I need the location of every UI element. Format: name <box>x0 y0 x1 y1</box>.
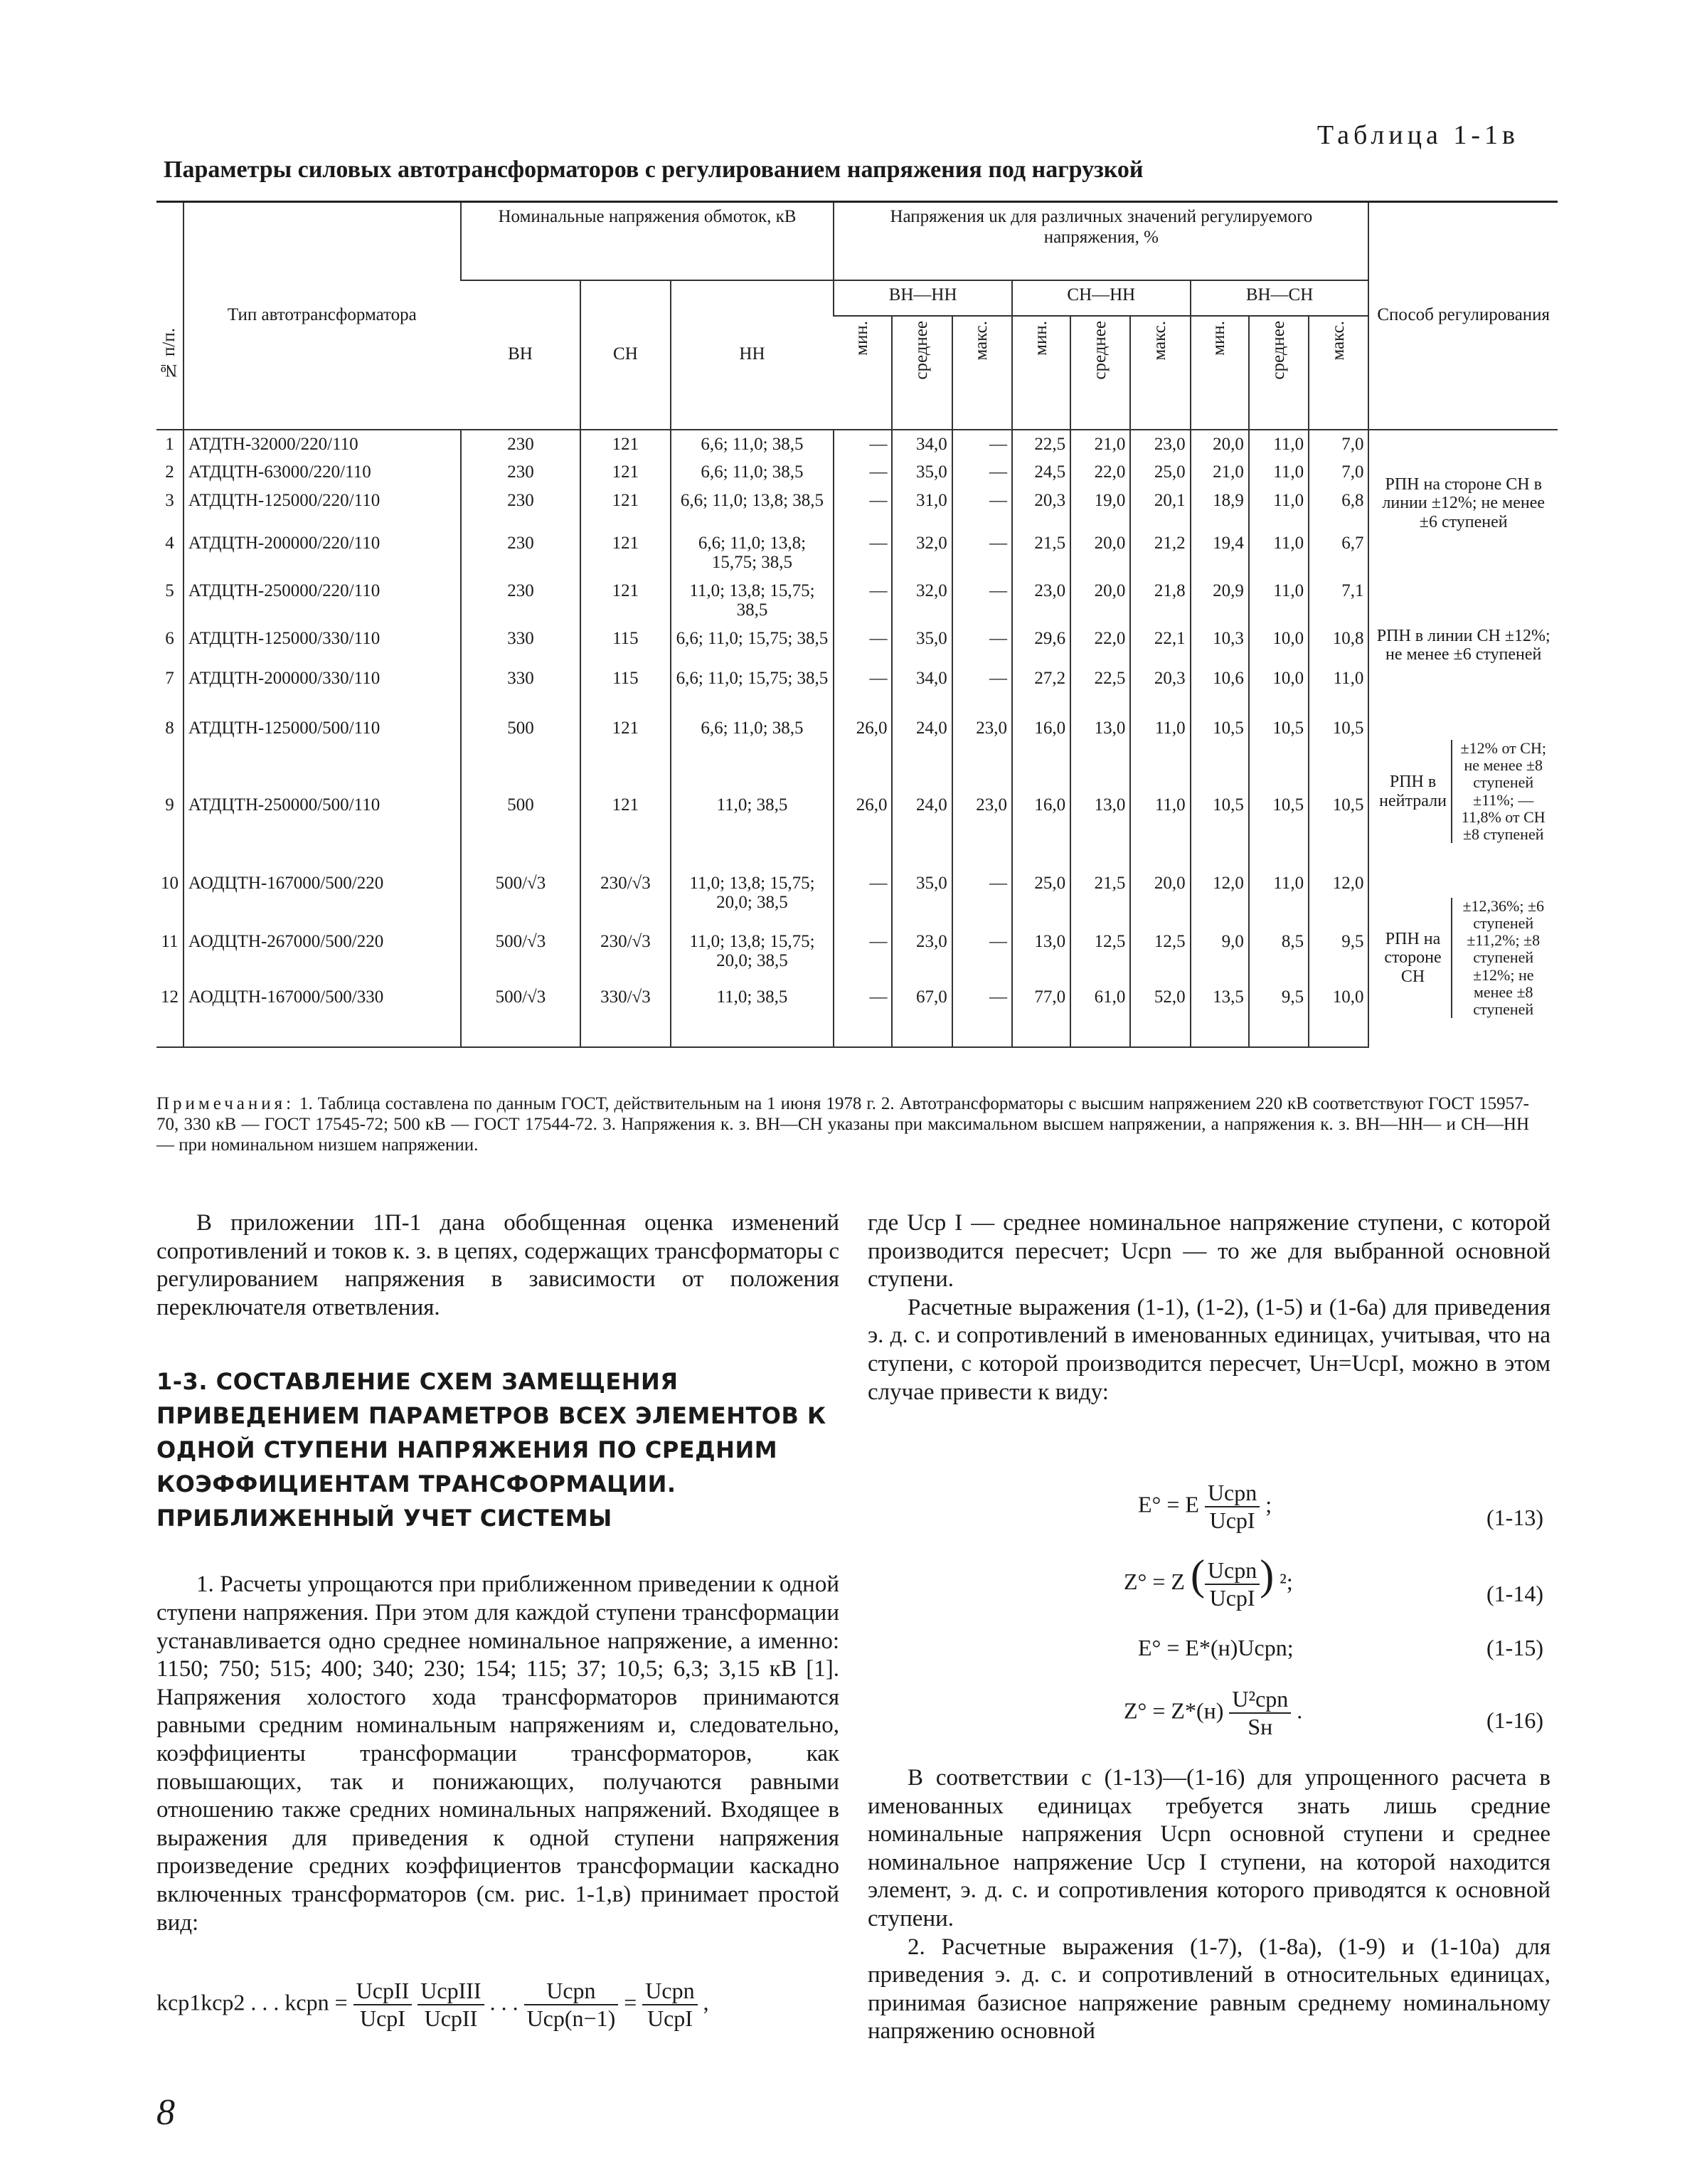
left-column <box>156 1209 839 1937</box>
cell-a3: — <box>952 487 1012 529</box>
header-avg: среднее <box>1070 316 1130 430</box>
cell-b3: 22,1 <box>1130 625 1190 664</box>
cell-a2: 35,0 <box>892 869 952 928</box>
table-row <box>156 529 1558 577</box>
cell-vn: 500/√3 <box>461 983 581 1047</box>
table-row <box>156 577 1558 625</box>
method-text: ±12,36%; ±6 ступеней ±11,2%; ±8 ступеней ±12%; не менее ±8 ступеней <box>1451 898 1552 1018</box>
cell-c1: 9,0 <box>1191 928 1249 983</box>
cell-b3: 12,5 <box>1130 928 1190 983</box>
cell-c1: 20,9 <box>1191 577 1249 625</box>
cell-c2: 11,0 <box>1249 458 1309 487</box>
cell-a3: — <box>952 529 1012 577</box>
cell-a3: — <box>952 430 1012 459</box>
cell-n: 10 <box>161 873 179 893</box>
cell-c1: 12,0 <box>1191 869 1249 928</box>
equation-number: (1-13) <box>1486 1505 1543 1530</box>
cell-nn: 11,0; 38,5 <box>671 791 834 869</box>
cell-a1: — <box>834 529 892 577</box>
cell-b2: 61,0 <box>1070 983 1130 1047</box>
cell-b3: 52,0 <box>1130 983 1190 1047</box>
cell-c1: 13,5 <box>1191 983 1249 1047</box>
cell-type: АТДЦТН-200000/220/110 <box>183 529 461 577</box>
header-vn-nn: ВН—НН <box>834 280 1012 316</box>
header-method: Способ регулирования <box>1368 202 1558 430</box>
paragraph: 2. Расчетные выражения (1-7), (1-8а), (1-9) и (1-10а) для приведения э. д. с. и сопротивлений в относительных единицах, принимая базисное напряжение равным среднему номинальному напряжению основной <box>868 1934 1550 2045</box>
cell-vn: 230 <box>461 577 581 625</box>
header-num: № п/п. <box>156 202 183 430</box>
cell-a1: — <box>834 983 892 1047</box>
cell-c3: 11,0 <box>1309 664 1368 714</box>
table-row <box>156 928 1558 983</box>
cell-c3: 6,7 <box>1309 529 1368 577</box>
cell-c1: 10,6 <box>1191 664 1249 714</box>
cell-c3: 10,5 <box>1309 714 1368 791</box>
formula-1-15: E° = E*(н)Uсрn; <box>1138 1635 1294 1660</box>
cell-vn: 330 <box>461 664 581 714</box>
notes-text: 1. Таблица составлена по данным ГОСТ, действительным на 1 июня 1978 г. 2. Автотрансформаторы с высшим напряжением 220 кВ соответствуют ГОСТ 15957-70, 330 кВ — ГОСТ 17545-72; 500 кВ — ГОСТ 17544-72. 3. Напряжения к. з. ВН—СН указаны при максимальном высшем напряжении, а напряжения к. з. ВН—НН— и СН—НН — при номинальном низшем напряжении. <box>156 1094 1530 1155</box>
cell-b2: 19,0 <box>1070 487 1130 529</box>
cell-a2: 32,0 <box>892 577 952 625</box>
table-row <box>156 714 1558 791</box>
header-uk: Напряжения uк для различных значений регулируемого напряжения, % <box>834 202 1368 280</box>
method-text: РПН на стороне СН <box>1384 929 1442 986</box>
cell-b2: 22,0 <box>1070 625 1130 664</box>
cell-sn: 121 <box>580 791 670 869</box>
cell-b2: 22,0 <box>1070 458 1130 487</box>
cell-nn: 11,0; 13,8; 15,75; 20,0; 38,5 <box>671 928 834 983</box>
cell-b1: 21,5 <box>1012 529 1070 577</box>
cell-b1: 25,0 <box>1012 869 1070 928</box>
cell-a1: — <box>834 869 892 928</box>
cell-a1: — <box>834 625 892 664</box>
header-nn: НН <box>671 280 834 430</box>
cell-n: 6 <box>165 628 174 648</box>
cell-a1: 26,0 <box>834 714 892 791</box>
notes-label: Примечания: <box>156 1094 295 1113</box>
cell-sn: 121 <box>580 529 670 577</box>
header-sn: СН <box>580 280 670 430</box>
cell-c1: 21,0 <box>1191 458 1249 487</box>
method-cell <box>1368 714 1558 869</box>
cell-type: АТДЦТН-200000/330/110 <box>183 664 461 714</box>
cell-c1: 20,0 <box>1191 430 1249 459</box>
cell-nn: 11,0; 38,5 <box>671 983 834 1047</box>
table-notes <box>156 1094 1529 1155</box>
cell-nn: 11,0; 13,8; 15,75; 38,5 <box>671 577 834 625</box>
cell-sn: 230/√3 <box>580 928 670 983</box>
cell-nn: 6,6; 11,0; 38,5 <box>671 458 834 487</box>
cell-vn: 500 <box>461 714 581 791</box>
cell-b2: 12,5 <box>1070 928 1130 983</box>
cell-b1: 16,0 <box>1012 714 1070 791</box>
cell-nn: 6,6; 11,0; 15,75; 38,5 <box>671 664 834 714</box>
cell-b2: 21,5 <box>1070 869 1130 928</box>
cell-a3: 23,0 <box>952 791 1012 869</box>
cell-nn: 6,6; 11,0; 13,8; 15,75; 38,5 <box>671 529 834 577</box>
cell-b2: 13,0 <box>1070 791 1130 869</box>
equation-number: (1-15) <box>1486 1635 1543 1660</box>
cell-a1: — <box>834 577 892 625</box>
method-text: РПН в нейтрали <box>1379 773 1447 810</box>
cell-c2: 10,0 <box>1249 625 1309 664</box>
cell-a1: — <box>834 458 892 487</box>
header-sn-nn: СН—НН <box>1012 280 1191 316</box>
table-row <box>156 430 1558 459</box>
formula-1-14: Z° = Z ( $\frac{\text{Uсрn}}{\text{UсрI}}$ ) ²; <box>1124 1552 1293 1611</box>
header-type: Тип автотрансформатора <box>183 202 461 430</box>
header-max: макс. <box>952 316 1012 430</box>
cell-nn: 6,6; 11,0; 13,8; 38,5 <box>671 487 834 529</box>
cell-vn: 230 <box>461 430 581 459</box>
cell-nn: 6,6; 11,0; 38,5 <box>671 714 834 791</box>
cell-a1: — <box>834 487 892 529</box>
cell-n: 7 <box>165 668 174 688</box>
cell-a2: 24,0 <box>892 791 952 869</box>
page-number: 8 <box>156 2092 175 2133</box>
cell-a3: — <box>952 458 1012 487</box>
cell-n: 11 <box>161 931 179 951</box>
table-title: Параметры силовых автотрансформаторов с регулированием напряжения под нагрузкой <box>164 157 1144 183</box>
paragraph: 1. Расчеты упрощаются при приближенном приведении к одной ступени напряжения. При этом для каждой ступени трансформации устанавливается одно среднее номинальное напряжение, а именно: 1150; 750; 515; 400; 340; 230; 154; 115; 37; 10,5; 6,3; 3,15 кВ [1]. Напряжения холостого хода трансформаторов принимаются равными средним номинальным напряжениям и, следовательно, коэффициенты трансформации трансформаторов, как повышающих, так и понижающих, получаются равными отношению также средних номинальных напряжений. Входящее в выражения для приведения к одной ступени напряжения произведение средних коэффициентов трансформации каскадно включенных трансформаторов (см. рис. 1-1,в) принимает простой вид: <box>156 1571 839 1936</box>
cell-type: АТДЦТН-250000/500/110 <box>183 791 461 869</box>
cell-b3: 21,2 <box>1130 529 1190 577</box>
cell-b3: 20,0 <box>1130 869 1190 928</box>
cell-type: АОДЦТН-167000/500/220 <box>183 869 461 928</box>
cell-c1: 10,5 <box>1191 791 1249 869</box>
header-nominal: Номинальные напряжения обмоток, кВ <box>461 202 834 280</box>
cell-vn: 500 <box>461 791 581 869</box>
cell-c2: 9,5 <box>1249 983 1309 1047</box>
formula-1-13: E° = E $\frac{\text{Uсрn}}{\text{UсрI}}$ ; <box>1138 1480 1272 1533</box>
table-row <box>156 983 1558 1047</box>
cell-type: АТДЦТН-125000/220/110 <box>183 487 461 529</box>
cell-n: 4 <box>165 533 174 553</box>
cell-c1: 10,5 <box>1191 714 1249 791</box>
cell-vn: 500/√3 <box>461 869 581 928</box>
cell-b3: 23,0 <box>1130 430 1190 459</box>
formula-k-product: kср1kср2 . . . kсрn = $\frac{\text{UсрII}}{\text{UсрI}}$ $\frac{\text{UсрIII}}{\text{UсрII}}$ . . . $\frac{\text{Uсрn}}{\text{Uср(n−1)}}$ = $\frac{\text{Uсрn}}{\text{UсрI}}$ , <box>156 1978 709 2031</box>
cell-b3: 20,1 <box>1130 487 1190 529</box>
cell-vn: 230 <box>461 458 581 487</box>
cell-a1: — <box>834 430 892 459</box>
cell-vn: 500/√3 <box>461 928 581 983</box>
equation-number: (1-14) <box>1486 1581 1543 1606</box>
header-max: макс. <box>1309 316 1368 430</box>
cell-b2: 20,0 <box>1070 529 1130 577</box>
cell-c2: 8,5 <box>1249 928 1309 983</box>
cell-a2: 35,0 <box>892 625 952 664</box>
cell-nn: 11,0; 13,8; 15,75; 20,0; 38,5 <box>671 869 834 928</box>
right-column-continued <box>868 1764 1550 2046</box>
cell-sn: 121 <box>580 714 670 791</box>
cell-c3: 12,0 <box>1309 869 1368 928</box>
cell-c2: 11,0 <box>1249 487 1309 529</box>
cell-a1: 26,0 <box>834 791 892 869</box>
cell-c2: 11,0 <box>1249 869 1309 928</box>
cell-type: АТДЦТН-250000/220/110 <box>183 577 461 625</box>
cell-sn: 121 <box>580 577 670 625</box>
cell-b1: 13,0 <box>1012 928 1070 983</box>
cell-c2: 11,0 <box>1249 430 1309 459</box>
cell-type: АТДЦТН-125000/330/110 <box>183 625 461 664</box>
formula-1-16: Z° = Z*(н) $\frac{\text{U²срn}}{Sн}$ . <box>1124 1686 1303 1739</box>
header-vn: ВН <box>461 280 581 430</box>
method-cell: РПН на стороне СН в линии ±12%; не менее ±6 ступеней <box>1368 430 1558 577</box>
cell-b1: 20,3 <box>1012 487 1070 529</box>
cell-sn: 121 <box>580 458 670 487</box>
cell-n: 9 <box>165 795 174 815</box>
cell-vn: 330 <box>461 625 581 664</box>
paragraph: где Uср I — среднее номинальное напряжение ступени, с которой производится пересчет; Uсрn — то же для выбранной основной ступени. <box>868 1210 1550 1293</box>
cell-b1: 23,0 <box>1012 577 1070 625</box>
cell-nn: 6,6; 11,0; 15,75; 38,5 <box>671 625 834 664</box>
cell-b3: 25,0 <box>1130 458 1190 487</box>
cell-sn: 330/√3 <box>580 983 670 1047</box>
cell-c2: 11,0 <box>1249 577 1309 625</box>
cell-n: 2 <box>165 462 174 482</box>
cell-a3: — <box>952 625 1012 664</box>
cell-type: АТДТН-32000/220/110 <box>183 430 461 459</box>
header-min: мин. <box>1191 316 1249 430</box>
cell-c3: 7,1 <box>1309 577 1368 625</box>
cell-a2: 32,0 <box>892 529 952 577</box>
cell-a2: 35,0 <box>892 458 952 487</box>
cell-sn: 115 <box>580 664 670 714</box>
paragraph: В соответствии с (1-13)—(1-16) для упрощенного расчета в именованных единицах требуется знать лишь средние номинальные напряжения Uсрn основной ступени и среднее номинальное напряжение Uср I ступени, на которой находится элемент, э. д. с. и сопротивления которого приводятся к основной ступени. <box>868 1765 1550 1931</box>
cell-type: АОДЦТН-167000/500/330 <box>183 983 461 1047</box>
cell-a2: 34,0 <box>892 664 952 714</box>
cell-b3: 21,8 <box>1130 577 1190 625</box>
right-column <box>868 1209 1550 1406</box>
cell-sn: 230/√3 <box>580 869 670 928</box>
cell-c1: 10,3 <box>1191 625 1249 664</box>
cell-c2: 10,5 <box>1249 791 1309 869</box>
table-row <box>156 625 1558 664</box>
cell-c2: 10,0 <box>1249 664 1309 714</box>
header-avg: среднее <box>1249 316 1309 430</box>
cell-a2: 23,0 <box>892 928 952 983</box>
cell-n: 12 <box>156 983 183 1047</box>
section-heading: 1-3. СОСТАВЛЕНИЕ СХЕМ ЗАМЕЩЕНИЯ ПРИВЕДЕНИЕМ ПАРАМЕТРОВ ВСЕХ ЭЛЕМЕНТОВ К ОДНОЙ СТУПЕНИ НАПРЯЖЕНИЯ ПО СРЕДНИМ КОЭФФИЦИЕНТАМ ТРАНСФОРМАЦИИ. ПРИБЛИЖЕННЫЙ УЧЕТ СИСТЕМЫ <box>156 1368 826 1532</box>
cell-n: 3 <box>165 490 174 510</box>
cell-a3: — <box>952 983 1012 1047</box>
header-max: макс. <box>1130 316 1190 430</box>
cell-c1: 19,4 <box>1191 529 1249 577</box>
method-cell <box>1368 869 1558 1047</box>
cell-a3: — <box>952 869 1012 928</box>
table-row <box>156 487 1558 529</box>
cell-b3: 20,3 <box>1130 664 1190 714</box>
cell-a2: 24,0 <box>892 714 952 791</box>
cell-a3: — <box>952 928 1012 983</box>
cell-c3: 10,5 <box>1309 791 1368 869</box>
cell-a2: 34,0 <box>892 430 952 459</box>
cell-c3: 7,0 <box>1309 430 1368 459</box>
paragraph: Расчетные выражения (1-1), (1-2), (1-5) и (1-6а) для приведения э. д. с. и сопротивлений в именованных единицах, учитывая, что на ступени, с которой производится пересчет, Uн=UсрI, можно в этом случае привести к виду: <box>868 1294 1550 1405</box>
cell-c1: 18,9 <box>1191 487 1249 529</box>
cell-b2: 20,0 <box>1070 577 1130 625</box>
cell-vn: 230 <box>461 487 581 529</box>
table-row <box>156 458 1558 487</box>
cell-type: АТДЦТН-63000/220/110 <box>183 458 461 487</box>
cell-b2: 13,0 <box>1070 714 1130 791</box>
cell-type: АОДЦТН-267000/500/220 <box>183 928 461 983</box>
cell-b1: 16,0 <box>1012 791 1070 869</box>
cell-b3: 11,0 <box>1130 714 1190 791</box>
cell-c3: 6,8 <box>1309 487 1368 529</box>
cell-vn: 230 <box>461 529 581 577</box>
cell-nn: 6,6; 11,0; 38,5 <box>671 430 834 459</box>
method-text: ±12% от СН; не менее ±8 ступеней ±11%; —11,8% от СН ±8 ступеней <box>1451 740 1552 843</box>
table-label: Таблица 1-1в <box>1316 120 1519 150</box>
cell-n: 5 <box>165 581 174 600</box>
cell-a3: 23,0 <box>952 714 1012 791</box>
cell-sn: 121 <box>580 487 670 529</box>
cell-c2: 10,5 <box>1249 714 1309 791</box>
parameters-table <box>156 201 1558 1048</box>
header-min: мин. <box>834 316 892 430</box>
header-avg: среднее <box>892 316 952 430</box>
cell-c3: 10,8 <box>1309 625 1368 664</box>
cell-b1: 77,0 <box>1012 983 1070 1047</box>
cell-a2: 31,0 <box>892 487 952 529</box>
table-row <box>156 664 1558 714</box>
method-cell: РПН в линии СН ±12%; не менее ±6 ступеней <box>1368 577 1558 714</box>
cell-a2: 67,0 <box>892 983 952 1047</box>
cell-sn: 121 <box>580 430 670 459</box>
cell-c3: 10,0 <box>1309 983 1368 1047</box>
cell-n: 1 <box>165 434 174 454</box>
cell-a1: — <box>834 664 892 714</box>
table-row <box>156 869 1558 928</box>
cell-b2: 22,5 <box>1070 664 1130 714</box>
paragraph: В приложении 1П-1 дана обобщенная оценка изменений сопротивлений и токов к. з. в цепях, содержащих трансформаторы с регулированием напряжения в зависимости от положения переключателя ответвления. <box>156 1210 839 1320</box>
cell-b2: 21,0 <box>1070 430 1130 459</box>
cell-c2: 11,0 <box>1249 529 1309 577</box>
cell-a3: — <box>952 577 1012 625</box>
header-min: мин. <box>1012 316 1070 430</box>
equation-number: (1-16) <box>1486 1707 1543 1733</box>
cell-type: АТДЦТН-125000/500/110 <box>183 714 461 791</box>
cell-a1: — <box>834 928 892 983</box>
cell-a3: — <box>952 664 1012 714</box>
cell-c3: 9,5 <box>1309 928 1368 983</box>
cell-b1: 29,6 <box>1012 625 1070 664</box>
table-row <box>156 791 1558 869</box>
cell-sn: 115 <box>580 625 670 664</box>
cell-b3: 11,0 <box>1130 791 1190 869</box>
cell-b1: 22,5 <box>1012 430 1070 459</box>
cell-c3: 7,0 <box>1309 458 1368 487</box>
header-vn-sn: ВН—СН <box>1191 280 1369 316</box>
cell-b1: 24,5 <box>1012 458 1070 487</box>
cell-b1: 27,2 <box>1012 664 1070 714</box>
cell-n: 8 <box>165 718 174 738</box>
